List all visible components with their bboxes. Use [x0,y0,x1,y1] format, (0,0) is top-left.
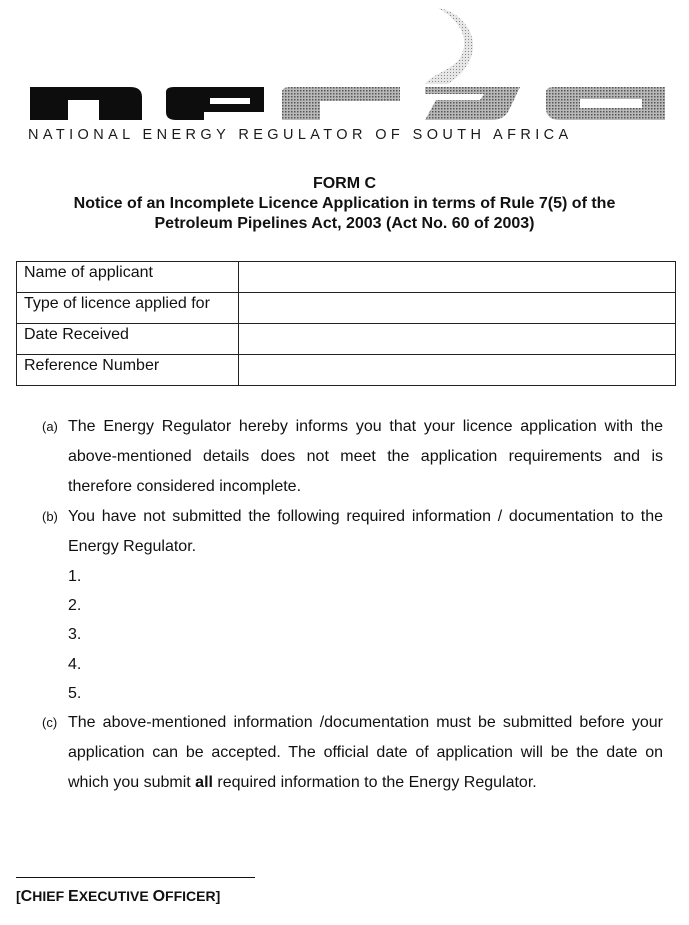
field-value-applicant-name[interactable] [239,262,676,293]
nersa-logo-graphic [0,0,689,130]
table-row [17,293,676,324]
form-code: FORM C [312,175,377,192]
item-marker: (a) [42,419,58,434]
bracket: [ [16,888,21,904]
item-text: You have not submitted the following required information / documentation to the Energy Regulator. [68,508,663,555]
word: FFICER [165,888,216,904]
item-text: required information to the Energy Regulator. [212,774,537,792]
table-row [17,324,676,355]
list-item: 2. [68,597,82,615]
item-a [0,412,663,502]
field-value-licence-type[interactable] [239,293,676,324]
list-item: 5. [68,684,82,702]
item-text-emphasis: all [195,774,213,792]
item-b [0,502,663,562]
table-row [17,262,676,293]
field-value-date-received[interactable] [239,324,676,355]
missing-documents-list [0,562,689,708]
application-details-table [16,261,676,386]
initial: C [20,888,33,905]
nersa-logo [0,0,689,150]
item-marker: (c) [42,715,58,731]
bracket: ] [215,888,221,904]
notice-items [0,412,689,798]
list-item: 3. [68,626,82,644]
list-item: 1. [68,568,82,585]
word: HIEF [32,888,69,904]
field-label-applicant-name: Name of applicant [17,262,239,293]
form-subtitle: Notice of an Incomplete Licence Application in terms of Rule 7(5) of the Petroleum Pipelines Act, 2003 (Act No. 60 of 2003) [73,195,616,232]
signature-line [16,877,255,878]
initial: E [68,888,79,905]
word: XECUTIVE [78,888,153,904]
signatory-title [16,888,220,906]
initial: O [152,888,166,905]
item-text: The above-mentioned information /documentation must be submitted before your application can be accepted. The official date of application will be the date on which you submit [68,714,663,792]
field-label-date-received: Date Received [17,324,239,355]
table-row [17,355,676,386]
list-item: 4. [68,655,82,673]
field-value-reference-number[interactable] [239,355,676,386]
field-label-licence-type: Type of licence applied for [17,293,239,324]
field-label-reference-number: Reference Number [17,355,239,386]
item-text: The Energy Regulator hereby informs you that your licence application with the above-mentioned details does not meet the application requirements and is therefore considered incomplete. [68,418,663,495]
regulator-tagline: NATIONAL ENERGY REGULATOR OF SOUTH AFRICA [28,127,573,143]
form-title-block [0,174,689,234]
item-marker: (b) [42,509,58,524]
item-c [0,708,663,798]
